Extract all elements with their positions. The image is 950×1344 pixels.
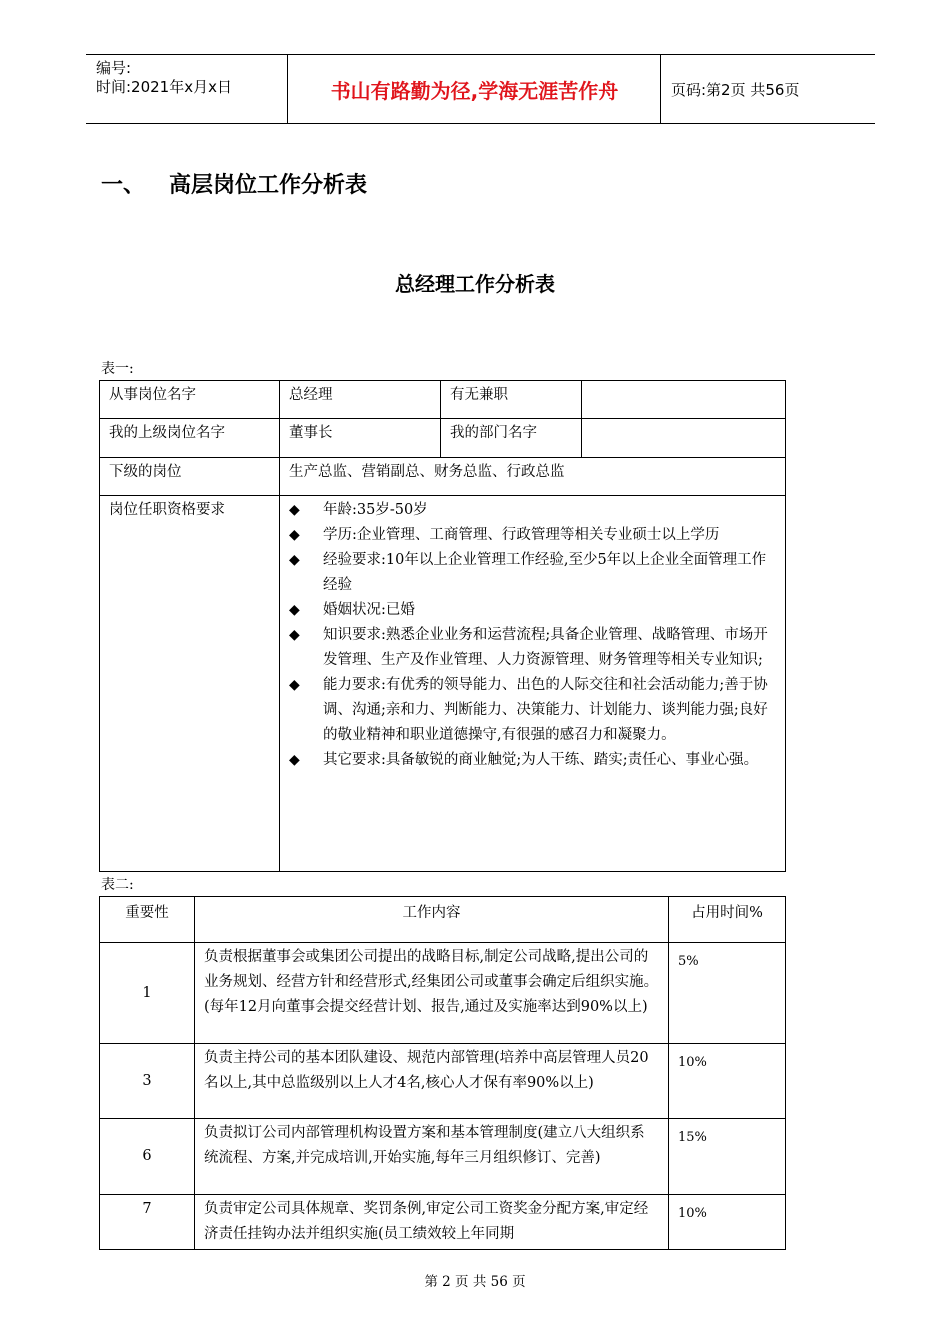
section-number: 一、	[101, 173, 146, 198]
list-item	[289, 498, 776, 523]
content-cell: 负责审定公司具体规章、奖罚条例,审定公司工资奖金分配方案,审定经济责任挂钩办法并组织实施(员工绩效较上年同期	[195, 1195, 669, 1250]
subordinate-value: 生产总监、营销副总、财务总监、行政总监	[280, 458, 786, 496]
header-page-number: 页码:第2页 共56页	[671, 81, 800, 99]
table-row	[100, 1119, 786, 1195]
superior-value: 董事长	[280, 419, 441, 458]
diamond-bullet-icon: ◆	[289, 552, 300, 568]
subordinate-label: 下级的岗位	[100, 458, 280, 496]
concurrent-label: 有无兼职	[441, 381, 582, 419]
duties-table	[99, 896, 786, 1250]
diamond-bullet-icon: ◆	[289, 602, 300, 618]
section-title	[101, 168, 367, 199]
diamond-bullet-icon: ◆	[289, 627, 300, 643]
section-title-text: 高层岗位工作分析表	[169, 173, 368, 198]
diamond-bullet-icon: ◆	[289, 752, 300, 768]
document-title: 总经理工作分析表	[395, 272, 555, 296]
qualification-label: 岗位任职资格要求	[100, 496, 280, 872]
diamond-bullet-icon: ◆	[289, 502, 300, 518]
page-footer: 第 2 页 共 56 页	[424, 1274, 526, 1290]
position-info-table	[99, 380, 786, 872]
dept-label: 我的部门名字	[441, 419, 582, 458]
page-header	[86, 54, 875, 124]
list-item	[289, 673, 776, 748]
qualification-text: 其它要求:具备敏锐的商业触觉;为人干练、踏实;责任心、事业心强。	[323, 752, 759, 768]
qualification-list	[289, 498, 776, 773]
importance-cell: 3	[100, 1044, 195, 1119]
qualification-text: 知识要求:熟悉企业业务和运营流程;具备企业管理、战略管理、市场开发管理、生产及作业管理、人力资源管理、财务管理等相关专业知识;	[323, 627, 768, 668]
table-row	[100, 943, 786, 1044]
time-label: 时间:2021年x月x日	[96, 78, 232, 96]
position-value: 总经理	[280, 381, 441, 419]
header-content: 工作内容	[195, 897, 669, 943]
list-item	[289, 548, 776, 598]
time-cell: 5%	[669, 943, 786, 1044]
list-item	[289, 598, 776, 623]
content-cell: 负责根据董事会或集团公司提出的战略目标,制定公司战略,提出公司的业务规划、经营方针和经营形式,经集团公司或董事会确定后组织实施。(每年12月向董事会提交经营计划、报告,通过及实施率达到90%以上)	[195, 943, 669, 1044]
header-divider	[660, 55, 661, 123]
superior-label: 我的上级岗位名字	[100, 419, 280, 458]
header-motto: 书山有路勤为径,学海无涯苦作舟	[330, 78, 619, 103]
header-importance: 重要性	[100, 897, 195, 943]
header-time: 占用时间%	[669, 897, 786, 943]
list-item	[289, 623, 776, 673]
table2-label: 表二:	[101, 877, 134, 893]
content-cell: 负责拟订公司内部管理机构设置方案和基本管理制度(建立八大组织系统流程、方案,并完成培训,开始实施,每年三月组织修订、完善)	[195, 1119, 669, 1195]
diamond-bullet-icon: ◆	[289, 527, 300, 543]
dept-value	[582, 419, 786, 458]
table-header-row	[100, 897, 786, 943]
table-row	[100, 1044, 786, 1119]
qualification-text: 学历:企业管理、工商管理、行政管理等相关专业硕士以上学历	[323, 527, 720, 543]
importance-cell: 1	[100, 943, 195, 1044]
header-meta	[96, 59, 232, 97]
qualification-text: 经验要求:10年以上企业管理工作经验,至少5年以上企业全面管理工作经验	[323, 552, 767, 593]
list-item	[289, 523, 776, 548]
importance-cell: 7	[100, 1195, 195, 1250]
content-cell: 负责主持公司的基本团队建设、规范内部管理(培养中高层管理人员20名以上,其中总监级别以上人才4名,核心人才保有率90%以上)	[195, 1044, 669, 1119]
qualification-cell	[280, 496, 786, 872]
list-item	[289, 748, 776, 773]
table1-label: 表一:	[101, 361, 134, 377]
time-cell: 15%	[669, 1119, 786, 1195]
importance-cell: 6	[100, 1119, 195, 1195]
concurrent-value	[582, 381, 786, 419]
time-cell: 10%	[669, 1044, 786, 1119]
table-row	[100, 1195, 786, 1250]
code-label: 编号:	[96, 59, 132, 77]
qualification-text: 婚姻状况:已婚	[323, 602, 415, 618]
diamond-bullet-icon: ◆	[289, 677, 300, 693]
position-label: 从事岗位名字	[100, 381, 280, 419]
qualification-text: 年龄:35岁-50岁	[323, 502, 428, 518]
time-cell: 10%	[669, 1195, 786, 1250]
qualification-text: 能力要求:有优秀的领导能力、出色的人际交往和社会活动能力;善于协调、沟通;亲和力、判断能力、决策能力、计划能力、谈判能力强;良好的敬业精神和职业道德操守,有很强的感召力和凝聚力。	[323, 677, 768, 743]
